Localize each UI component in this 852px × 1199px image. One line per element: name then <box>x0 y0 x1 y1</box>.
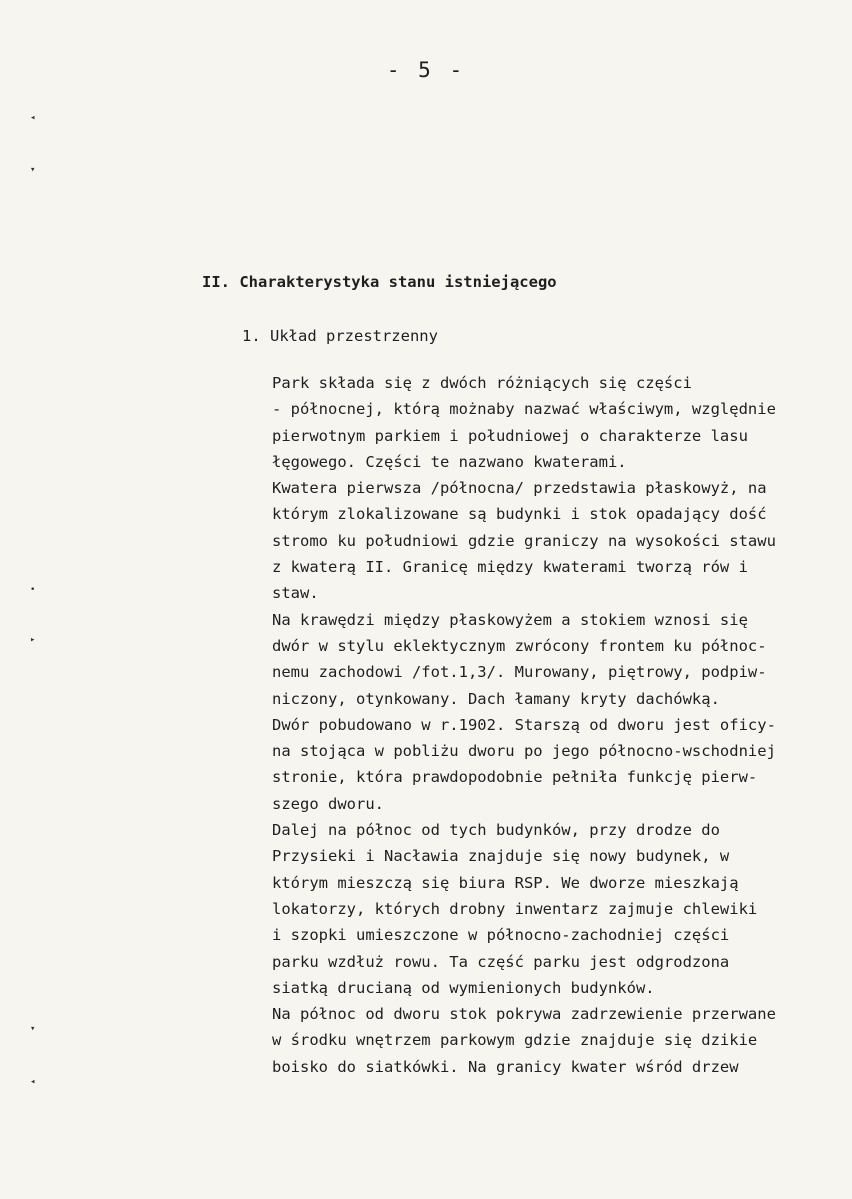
text-line: - północnej, którą możnaby nazwać właściwym, względnie <box>272 400 776 419</box>
text-line: nemu zachodowi /fot.1,3/. Murowany, piętrowy, podpiw- <box>272 663 767 682</box>
margin-mark: ◂ <box>30 113 36 123</box>
text-line: i szopki umieszczone w północno-zachodniej części <box>272 926 730 945</box>
text-line: pierwotnym parkiem i południowej o charakterze lasu <box>272 426 748 445</box>
text-line: Kwatera pierwsza /północna/ przedstawia płaskowyż, na <box>272 479 767 498</box>
body-text <box>272 370 847 1080</box>
text-line: parku wzdłuż rowu. Ta część parku jest odgrodzona <box>272 952 730 971</box>
text-line: boisko do siatkówki. Na granicy kwater wśród drzew <box>272 1057 739 1076</box>
margin-mark: ▾ <box>30 1024 36 1034</box>
text-line: staw. <box>272 584 319 603</box>
text-line: szego dworu. <box>272 794 384 813</box>
text-line: łęgowego. Części te nazwano kwaterami. <box>272 452 627 471</box>
section-heading: II. Charakterystyka stanu istniejącego <box>202 273 557 291</box>
text-line: stromo ku południowi gdzie graniczy na wysokości stawu <box>272 531 776 550</box>
text-line: Park składa się z dwóch różniących się części <box>272 374 692 392</box>
page-number: - 5 - <box>386 58 466 82</box>
text-line: dwór w stylu eklektycznym zwrócony frontem ku północ- <box>272 636 767 655</box>
text-line: z kwaterą II. Granicę między kwaterami tworzą rów i <box>272 558 748 577</box>
subsection-heading: 1. Układ przestrzenny <box>242 327 438 345</box>
text-line: którym mieszczą się biura RSP. We dworze mieszkają <box>272 873 739 892</box>
margin-mark: ▾ <box>30 165 36 175</box>
text-line: którym zlokalizowane są budynki i stok opadający dość <box>272 505 767 524</box>
text-line: niczony, otynkowany. Dach łamany kryty dachówką. <box>272 689 720 708</box>
text-line: stronie, która prawdopodobnie pełniła funkcję pierw- <box>272 768 758 787</box>
text-line: siatką drucianą od wymienionych budynków. <box>272 978 655 997</box>
text-line: w środku wnętrzem parkowym gdzie znajduje się dzikie <box>272 1031 758 1050</box>
text-line: Na krawędzi między płaskowyżem a stokiem wznosi się <box>272 610 748 629</box>
margin-mark: ▸ <box>30 635 36 645</box>
margin-mark: ◂ <box>30 1077 36 1087</box>
text-line: Na północ od dworu stok pokrywa zadrzewienie przerwane <box>272 1005 776 1024</box>
text-line: Dalej na północ od tych budynków, przy drodze do <box>272 821 720 840</box>
text-line: lokatorzy, których drobny inwentarz zajmuje chlewiki <box>272 899 758 918</box>
margin-mark: • <box>30 585 36 595</box>
text-line: Dwór pobudowano w r.1902. Starszą od dworu jest oficy- <box>272 715 776 734</box>
text-line: Przysieki i Nacławia znajduje się nowy budynek, w <box>272 847 730 866</box>
text-line: na stojąca w pobliżu dworu po jego północno-wschodniej <box>272 742 776 761</box>
